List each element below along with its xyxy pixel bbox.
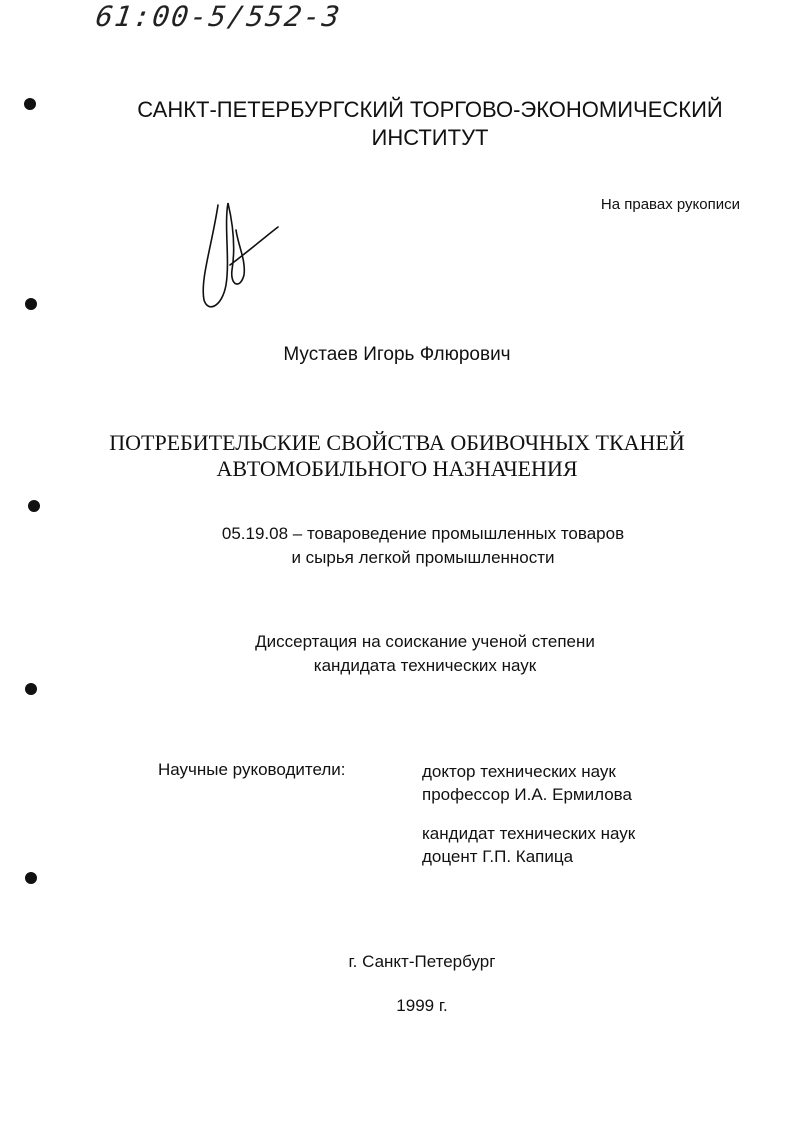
binder-hole-dot: [28, 500, 40, 512]
city: г. Санкт-Петербург: [348, 952, 496, 971]
institute-name-line1: САНКТ-ПЕТЕРБУРГСКИЙ ТОРГОВО-ЭКОНОМИЧЕСКИЙ: [137, 97, 723, 122]
specialty-line1: 05.19.08 – товароведение промышленных товаров: [221, 524, 625, 543]
year: 1999 г.: [396, 996, 448, 1015]
author-name: Мустаев Игорь Флюрович: [283, 344, 511, 365]
degree-statement: [0, 630, 794, 678]
specialty-line2: и сырья легкой промышленности: [291, 548, 555, 567]
title-line1: ПОТРЕБИТЕЛЬСКИЕ СВОЙСТВА ОБИВОЧНЫХ ТКАНЕЙ: [109, 430, 685, 455]
institute-name-line2: ИНСТИТУТ: [371, 125, 489, 150]
institute-name: [60, 96, 794, 152]
binder-hole-dot: [25, 683, 37, 695]
supervisor-1: [422, 760, 632, 806]
supervisor-1-name: профессор И.А. Ермилова: [422, 785, 632, 804]
title-line2: АВТОМОБИЛЬНОГО НАЗНАЧЕНИЯ: [216, 456, 578, 481]
supervisor-1-degree: доктор технических наук: [422, 762, 616, 781]
rights-note: На правах рукописи: [600, 196, 740, 213]
supervisor-2-name: доцент Г.П. Капица: [422, 847, 574, 866]
binder-hole-dot: [24, 98, 36, 110]
author-signature: [190, 185, 290, 315]
binder-hole-dot: [25, 298, 37, 310]
binder-hole-dot: [25, 872, 37, 884]
specialty: [0, 522, 794, 570]
supervisor-2-degree: кандидат технических наук: [422, 824, 636, 843]
supervisor-2: [422, 822, 635, 868]
degree-line1: Диссертация на соискание ученой степени: [255, 632, 595, 651]
supervisors-label: Научные руководители:: [158, 760, 346, 779]
degree-line2: кандидата технических наук: [313, 656, 537, 675]
dissertation-title: [40, 430, 754, 482]
handwritten-catalog-code: 61:00-5/552-3: [93, 0, 344, 33]
